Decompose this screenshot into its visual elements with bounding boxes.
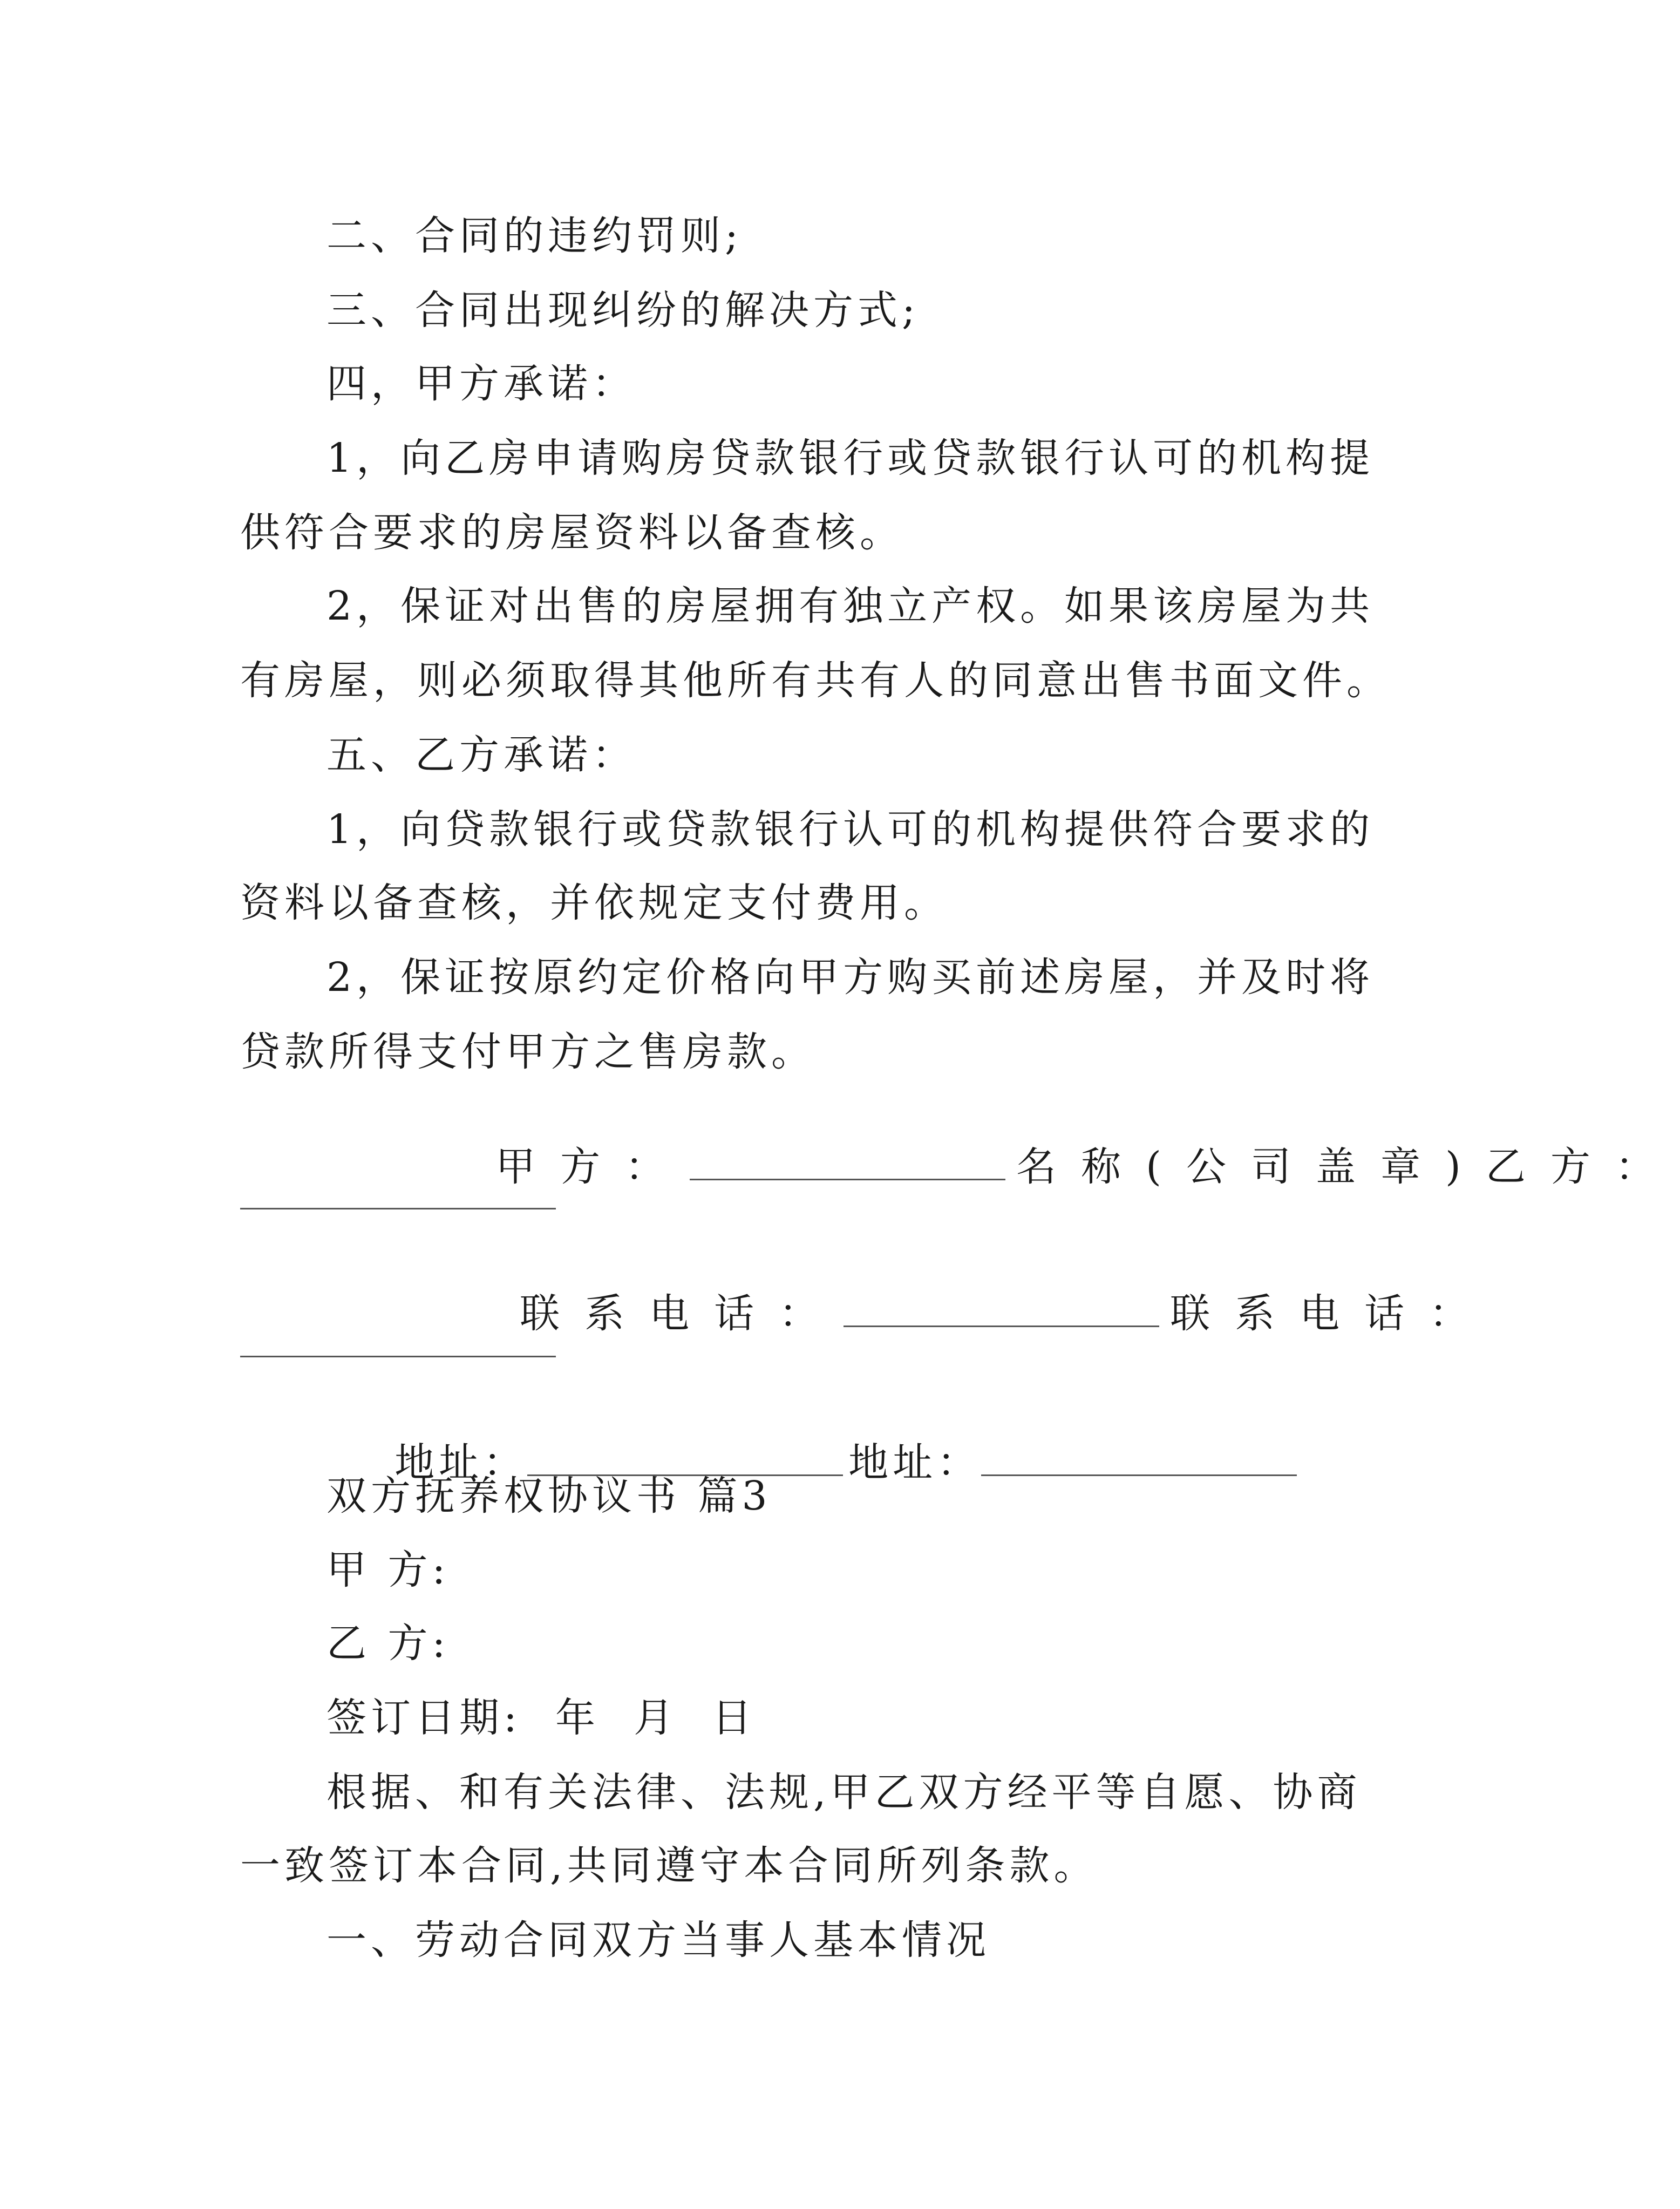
section-title: 双方抚养权协议书 篇3 bbox=[327, 1473, 772, 1519]
clause-4-item-2-line-2: 有房屋，则必须取得其他所有共有人的同意出售书面文件。 bbox=[240, 657, 1391, 704]
clause-5-item-2-line-2: 贷款所得支付甲方之售房款。 bbox=[240, 1029, 815, 1075]
phone-b-label: 联系电话： bbox=[1170, 1290, 1494, 1337]
clause-5-item-1-line-2: 资料以备查核，并依规定支付费用。 bbox=[240, 880, 948, 926]
clause-5-item-2-line-1: 2，保证按原约定价格向甲方购买前述房屋，并及时将 bbox=[327, 954, 1375, 1001]
party-a-blank bbox=[690, 1146, 1005, 1180]
clause-4-heading: 四，甲方承诺： bbox=[327, 361, 636, 407]
sign-date-field: 签订日期: 年 月 日 bbox=[327, 1695, 757, 1741]
clause-2-heading: 二、合同的违约罚则; bbox=[327, 213, 743, 259]
addr-b-label: 地址： bbox=[848, 1439, 982, 1486]
addr-a-blank bbox=[527, 1442, 843, 1476]
party-a-label: 甲方： bbox=[495, 1144, 690, 1190]
addr-b-blank bbox=[981, 1442, 1297, 1476]
party-b-blank bbox=[240, 1208, 556, 1209]
clause-4-item-2-line-1: 2，保证对出售的房屋拥有独立产权。如果该房屋为共 bbox=[327, 583, 1375, 629]
phone-a-label: 联系电话： bbox=[520, 1290, 844, 1337]
name-seal-party-b-label: 名称(公司盖章)乙方： bbox=[1016, 1144, 1680, 1190]
party-a-field: 甲 方: bbox=[327, 1547, 450, 1593]
clause-1-heading: 一、劳动合同双方当事人基本情况 bbox=[327, 1917, 990, 1963]
clause-4-item-1-line-2: 供符合要求的房屋资料以备查核。 bbox=[240, 509, 904, 556]
party-b-field: 乙 方: bbox=[327, 1620, 450, 1667]
addr-a-label: 地址： bbox=[395, 1439, 528, 1486]
clause-5-item-1-line-1: 1，向贷款银行或贷款银行认可的机构提供符合要求的 bbox=[327, 806, 1375, 853]
phone-a-blank bbox=[844, 1293, 1159, 1327]
phone-b-blank bbox=[240, 1356, 556, 1357]
clause-5-heading: 五、乙方承诺： bbox=[327, 732, 636, 778]
clause-4-item-1-line-1: 1，向乙房申请购房贷款银行或贷款银行认可的机构提 bbox=[327, 435, 1375, 481]
clause-3-heading: 三、合同出现纠纷的解决方式; bbox=[327, 287, 920, 334]
preamble-line-2: 一致签订本合同,共同遵守本合同所列条款。 bbox=[240, 1843, 1098, 1889]
preamble-line-1: 根据、和有关法律、法规,甲乙双方经平等自愿、协商 bbox=[327, 1769, 1362, 1816]
